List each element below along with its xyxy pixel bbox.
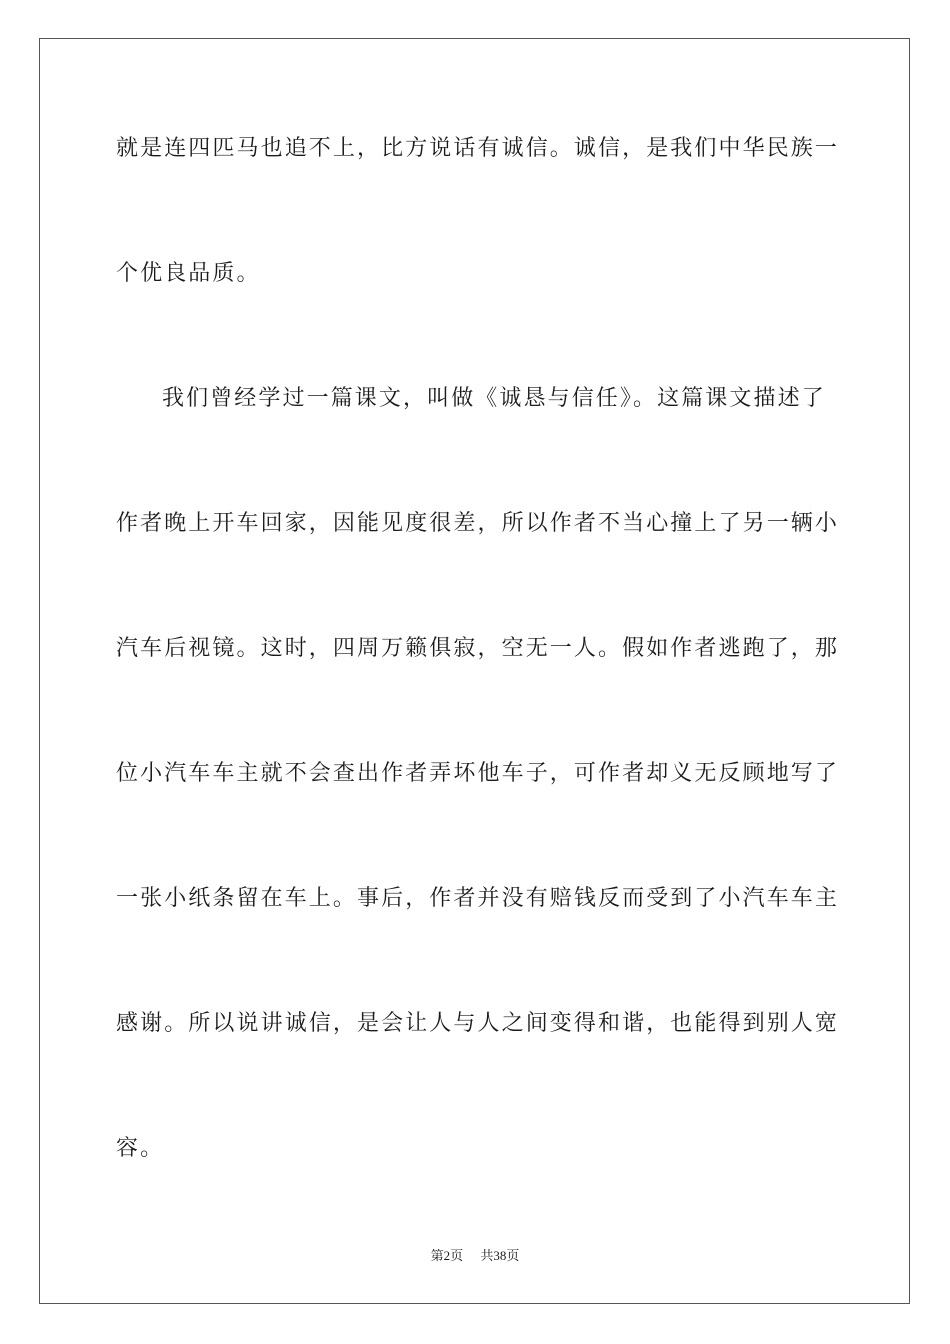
text-line: 位小汽车车主就不会查出作者弄坏他车子，可作者却义无反顾地写了 xyxy=(116,761,840,786)
text-line: 个优良品质。 xyxy=(116,261,261,286)
paragraph-start-line: 我们曾经学过一篇课文，叫做《诚恳与信任》。这篇课文描述了 xyxy=(162,386,826,411)
text-line: 容。 xyxy=(116,1136,165,1161)
total-pages: 共38页 xyxy=(480,1248,520,1263)
page-footer xyxy=(0,1247,950,1265)
text-line: 汽车后视镜。这时，四周万籁俱寂，空无一人。假如作者逃跑了，那 xyxy=(116,636,840,661)
text-line: 就是连四匹马也追不上，比方说话有诚信。诚信，是我们中华民族一 xyxy=(116,136,840,161)
page-border xyxy=(39,38,910,1304)
page-number: 第2页 xyxy=(430,1248,464,1263)
text-line: 感谢。所以说讲诚信，是会让人与人之间变得和谐，也能得到别人宽 xyxy=(116,1011,840,1036)
text-line: 作者晚上开车回家，因能见度很差，所以作者不当心撞上了另一辆小 xyxy=(116,511,840,536)
text-line: 一张小纸条留在车上。事后，作者并没有赔钱反而受到了小汽车车主 xyxy=(116,886,840,911)
